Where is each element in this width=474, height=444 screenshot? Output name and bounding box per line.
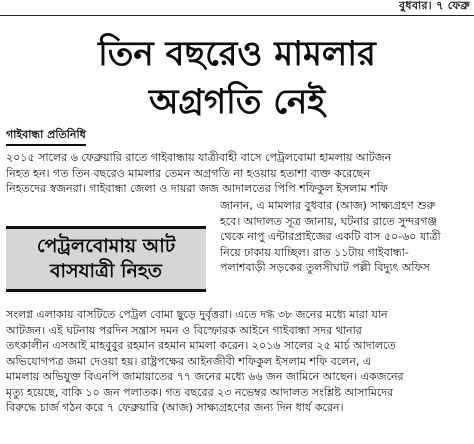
text-line: জানান, এ মামলার বুধবার (আজ) সাক্ষ্যগ্রহণ শুরু bbox=[220, 199, 436, 212]
headline-line-1: তিন বছরেও মামলার bbox=[98, 34, 376, 74]
text-line: সংলগ্ন এলাকায় বাসটিতে পেট্রল বোমা ছুড়ে দুর্বৃত্তরা। এতে দগ্ধ ৩৮ জনের মধ্যে মারা যান bbox=[6, 308, 388, 321]
text-line: বিরুদ্ধে চার্জ গঠন করে ৭ ফেব্রুয়ারি (আজ) সাক্ষ্যগ্রহণের জন্য দিন ধার্য করেন। bbox=[6, 401, 344, 414]
article-paragraph-top bbox=[6, 150, 468, 197]
text-line: মৃত্যু হয়েছে, বাকি ১০ জন পলাতক। গত বছরের ২৩ নভেম্বর আদালত সংশ্লিষ্ট আসামিদের bbox=[6, 385, 394, 399]
text-line: নিহতদের স্বজনরা। গাইবান্ধা জেলা ও দায়রা জজ আদালতের পিপি শফিকুল ইসলাম শফি bbox=[6, 182, 388, 195]
byline: গাইবান্ধা প্রতিনিধি bbox=[6, 128, 86, 146]
text-line: আটজন। এই ঘটনায় পরদিন সন্ত্রাস দমন ও বিস্ফোরক আইনে গাইবান্ধা সদর থানার bbox=[6, 323, 362, 337]
text-line: নিহত হন। গত তিন বছরেও মামলার তেমন অগ্রগতি না হওয়ায় হতাশা ব্যক্ত করেছেন bbox=[6, 166, 370, 180]
headline-line-2: অগ্রগতি নেই bbox=[148, 82, 326, 122]
article-paragraph-right-column bbox=[220, 198, 468, 276]
text-line: মামলায় অভিযুক্ত বিএনপি জামায়াতের ৭৭ জনের মধ্যে ৬৬ জন জামিনে আছেন। একজনের bbox=[6, 370, 404, 383]
pull-quote-line-1: পেট্রলবোমায় আট bbox=[36, 235, 176, 257]
text-line: থেকে নাপু এন্টারপ্রাইজের একটি বাস ৫০-৬০ যাত্রী bbox=[220, 230, 441, 243]
text-line: অভিযোগপত্র জমা দেওয়া হয়। রাষ্ট্রপক্ষের আইনজীবী শফিকুল ইসলাম শফি বলেন, এ bbox=[6, 354, 372, 368]
text-line: হবে। আদালত সূত্র জানায়, ঘটনার রাতে সুন্দরগঞ্জ bbox=[220, 214, 437, 228]
header-rule bbox=[0, 15, 474, 16]
text-line: নিয়ে ঢাকায় যাচ্ছিল। রাত ১১টায় গাইবান্ধা- bbox=[220, 245, 409, 259]
text-line: তৎকালীন এসআই মাহবুবুর রহমান রহমান মামলা করেন। ২০১৬ সালের ২৫ মার্চ আদালতে bbox=[6, 339, 396, 352]
article-paragraph-bottom bbox=[6, 307, 468, 416]
text-line: ২০১৫ সালের ৬ ফেব্রুয়ারি রাতে গাইবান্ধায় যাত্রীবাহী বাসে পেট্রলবোমা হামলায় আটজন bbox=[6, 151, 392, 164]
pull-quote-box bbox=[6, 226, 206, 292]
pull-quote-line-2: বাসযাত্রী নিহত bbox=[49, 260, 163, 282]
text-line: পলাশবাড়ী সড়কের তুলসীঘাট পল্লী বিদ্যুৎ অফিস bbox=[220, 261, 430, 274]
page-date-header: বুধবার। ৭ ফেব্রু bbox=[398, 0, 470, 12]
